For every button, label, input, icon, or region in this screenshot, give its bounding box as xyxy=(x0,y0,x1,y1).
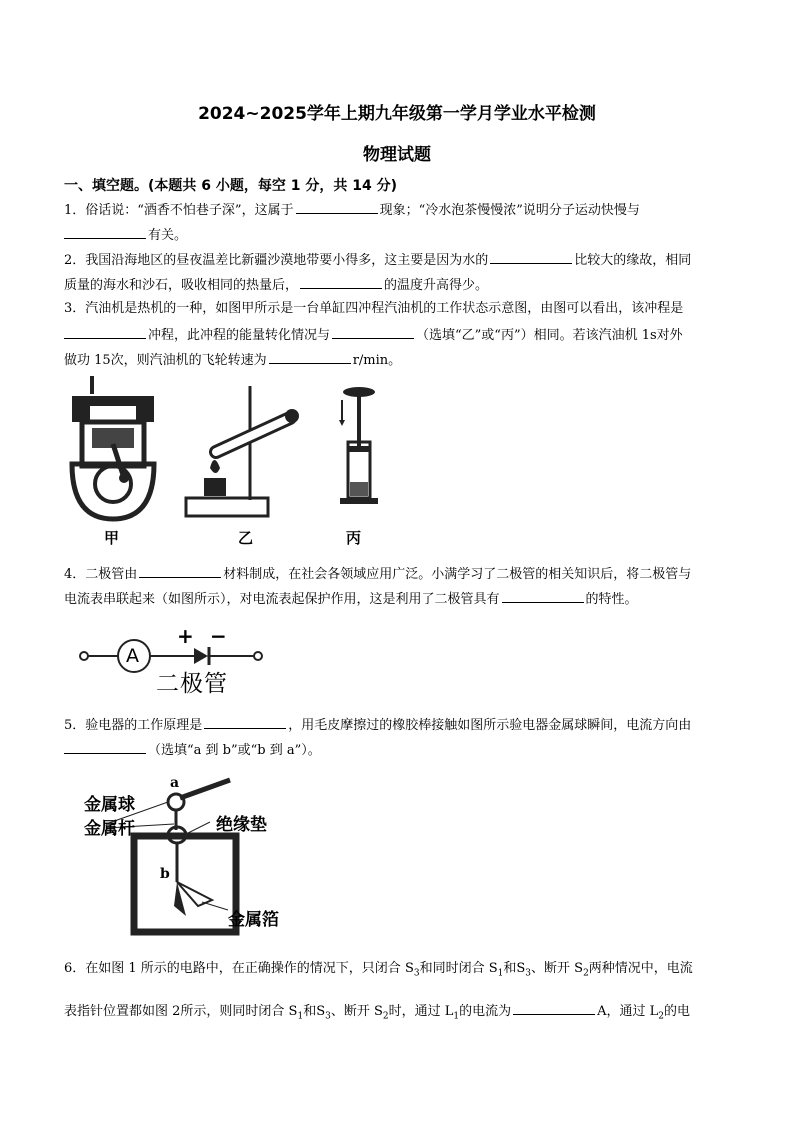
exam-subtitle: 物理试题 xyxy=(363,145,431,165)
label-metal-ball: 金属球 xyxy=(84,795,135,815)
q5-line2: （选填“a 到 b”或“b 到 a”）。 xyxy=(64,741,732,759)
q6-line2: 表指针位置都如图 2所示，则同时闭合 $S_1$和$S_3$、断开 $S_2$时，通过 $L_1$的电流为 A，通过 $L_2$的电 xyxy=(64,1004,691,1022)
figure-caption-yi: 乙 xyxy=(238,529,254,547)
ammeter-symbol: A xyxy=(126,645,139,667)
answer-blank[interactable] xyxy=(64,741,146,754)
q2-line1: 2．我国沿海地区的昼夜温差比新疆沙漠地带要小得多，这主要是因为水的 比较大的缘故，相同 xyxy=(64,253,692,268)
q4-line2: 电流表串联起来（如图所示），对电流表起保护作用，这是利用了二极管具有 的特性。 xyxy=(64,592,638,607)
q3-line1: 3．汽油机是热机的一种，如图甲所示是一台单缸四冲程汽油机的工作状态示意图，由图可以看出，该冲程是 xyxy=(64,301,684,316)
electroscope-figure xyxy=(80,772,294,938)
label-insulating-pad: 绝缘垫 xyxy=(216,815,267,835)
diode-circuit-figure xyxy=(74,618,274,696)
answer-blank[interactable] xyxy=(296,201,378,214)
answer-blank[interactable] xyxy=(64,226,146,239)
answer-blank[interactable] xyxy=(502,590,584,603)
answer-blank[interactable] xyxy=(269,351,351,364)
q1-line2: 有关。 xyxy=(64,226,732,244)
q5-line1: 5．验电器的工作原理是 ，用毛皮摩擦过的橡胶棒接触如图所示验电器金属球瞬间，电流方向由 xyxy=(64,718,692,733)
q3-line2: 冲程，此冲程的能量转化情况与 （选填“乙”或“丙”）相同。若该汽油机 1s对外 xyxy=(64,326,732,344)
minus-sign: − xyxy=(210,624,227,648)
q6-line1: 6．在如图 1 所示的电路中，在正确操作的情况下，只闭合 $S_3$和同时闭合 $S_1$和$S_3$、断开 $S_2$两种情况中，电流 xyxy=(64,961,693,979)
exam-title: 2024~2025学年上期九年级第一学月学业水平检测 xyxy=(198,104,596,124)
answer-blank[interactable] xyxy=(513,1002,595,1015)
answer-blank[interactable] xyxy=(490,251,572,264)
answer-blank[interactable] xyxy=(300,276,382,289)
figure-caption-jia: 甲 xyxy=(104,529,120,547)
answer-blank[interactable] xyxy=(332,326,414,339)
answer-blank[interactable] xyxy=(64,326,146,339)
q1-line1: 1．俗话说：“酒香不怕巷子深”，这属于 现象；“冷水泡茶慢慢浓”说明分子运动快慢与 xyxy=(64,203,640,218)
test-tube-figure xyxy=(180,382,304,522)
label-a: a xyxy=(170,775,180,791)
label-metal-foil: 金属箔 xyxy=(228,910,279,930)
q4-line1: 4．二极管由 材料制成，在社会各领域应用广泛。小满学习了二极管的相关知识后，将二极管与 xyxy=(64,567,692,582)
q3-line3: 做功 15次，则汽油机的飞轮转速为 r/min。 xyxy=(64,353,402,368)
q2-line2: 质量的海水和沙石，吸收相同的热量后， 的温度升高得少。 xyxy=(64,278,489,293)
label-metal-rod: 金属杆 xyxy=(84,819,135,839)
answer-blank[interactable] xyxy=(139,565,221,578)
diode-label: 二极管 xyxy=(156,671,228,697)
fire-syringe-figure xyxy=(336,386,382,508)
answer-blank[interactable] xyxy=(204,716,286,729)
plus-sign: + xyxy=(177,624,194,648)
label-b: b xyxy=(160,866,170,882)
engine-figure xyxy=(62,374,166,524)
section-heading: 一、填空题。(本题共 6 小题，每空 1 分，共 14 分) xyxy=(64,178,398,194)
figure-caption-bing: 丙 xyxy=(346,529,362,547)
